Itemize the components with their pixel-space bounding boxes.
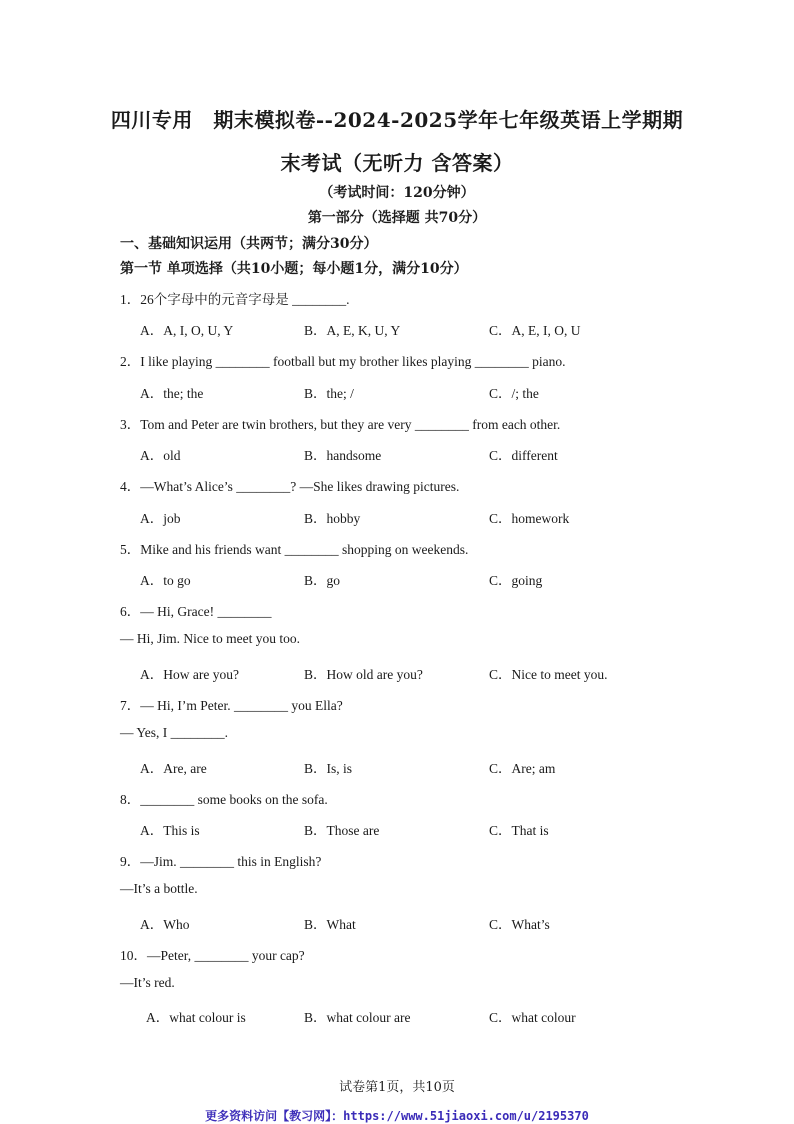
- question-10-option-b: B．what colour are: [304, 1010, 411, 1025]
- question-5-option-c: C．going: [489, 573, 543, 588]
- question-5-option-b: B．go: [304, 573, 341, 588]
- question-7-reply: — Yes, I ________.: [120, 725, 229, 740]
- question-3-option-a: A．old: [140, 448, 181, 463]
- question-9-text: 9．—Jim. ________ this in English?: [120, 854, 322, 869]
- question-4-option-c: C．homework: [489, 511, 570, 526]
- question-3-text: 3．Tom and Peter are twin brothers, but they are very ________ from each other.: [120, 417, 561, 432]
- question-4-option-a: A．job: [140, 511, 181, 526]
- question-8-option-c: C．That is: [489, 823, 549, 838]
- question-6-option-c: C．Nice to meet you.: [489, 667, 608, 682]
- question-7-text: 7．— Hi, I’m Peter. ________ you Ella?: [120, 698, 343, 713]
- question-6-option-a: A．How are you?: [140, 667, 239, 682]
- question-10-text: 10．—Peter, ________ your cap?: [120, 948, 305, 963]
- question-3-option-c: C．different: [489, 448, 558, 463]
- exam-title-line-1: 四川专用 期末模拟卷--2024-2025学年七年级英语上学期期: [110, 108, 684, 132]
- question-8-option-a: A．This is: [140, 823, 200, 838]
- question-4-option-b: B．hobby: [304, 511, 361, 526]
- question-9-reply: —It’s a bottle.: [120, 881, 198, 896]
- question-2-text: 2．I like playing ________ football but my brother likes playing ________ piano.: [120, 354, 566, 369]
- exam-title-line-2: 末考试（无听力 含答案）: [280, 151, 514, 175]
- question-2-option-b: B．the; /: [304, 386, 354, 401]
- question-6-text: 6．— Hi, Grace! ________: [120, 604, 272, 619]
- question-1-option-a: A．A, I, O, U, Y: [140, 323, 234, 338]
- question-1-text: 1．26个字母中的元音字母是 ________.: [120, 292, 350, 307]
- section-heading-1: 一、基础知识运用（共两节；满分30分）: [120, 236, 378, 252]
- question-7-option-c: C．Are; am: [489, 761, 556, 776]
- question-10-reply: —It’s red.: [120, 975, 175, 990]
- resource-link[interactable]: 更多资料访问【教习网】：https://www.51jiaoxi.com/u/2195370: [205, 1109, 589, 1123]
- question-8-option-b: B．Those are: [304, 823, 380, 838]
- question-10-option-a: A．what colour is: [146, 1010, 246, 1025]
- part-heading: 第一部分（选择题 共70分）: [307, 210, 487, 226]
- page-number: 试卷第1页，共10页: [339, 1080, 455, 1095]
- question-5-text: 5．Mike and his friends want ________ shopping on weekends.: [120, 542, 469, 557]
- question-3-option-b: B．handsome: [304, 448, 382, 463]
- section-heading-2: 第一节 单项选择（共10小题；每小题1分，满分10分）: [120, 261, 468, 277]
- question-1-option-c: C．A, E, I, O, U: [489, 323, 581, 338]
- question-9-option-a: A．Who: [140, 917, 190, 932]
- question-7-option-b: B．Is, is: [304, 761, 353, 776]
- exam-time: （考试时间：120分钟）: [319, 185, 475, 201]
- question-9-option-b: B．What: [304, 917, 356, 932]
- question-10-option-c: C．what colour: [489, 1010, 576, 1025]
- question-5-option-a: A．to go: [140, 573, 191, 588]
- question-9-option-c: C．What’s: [489, 917, 550, 932]
- question-2-option-a: A．the; the: [140, 386, 204, 401]
- question-2-option-c: C．/; the: [489, 386, 539, 401]
- question-6-option-b: B．How old are you?: [304, 667, 423, 682]
- question-7-option-a: A．Are, are: [140, 761, 207, 776]
- question-6-reply: — Hi, Jim. Nice to meet you too.: [120, 631, 300, 646]
- question-1-option-b: B．A, E, K, U, Y: [304, 323, 401, 338]
- question-8-text: 8．________ some books on the sofa.: [120, 792, 328, 807]
- question-4-text: 4．—What’s Alice’s ________? —She likes drawing pictures.: [120, 479, 460, 494]
